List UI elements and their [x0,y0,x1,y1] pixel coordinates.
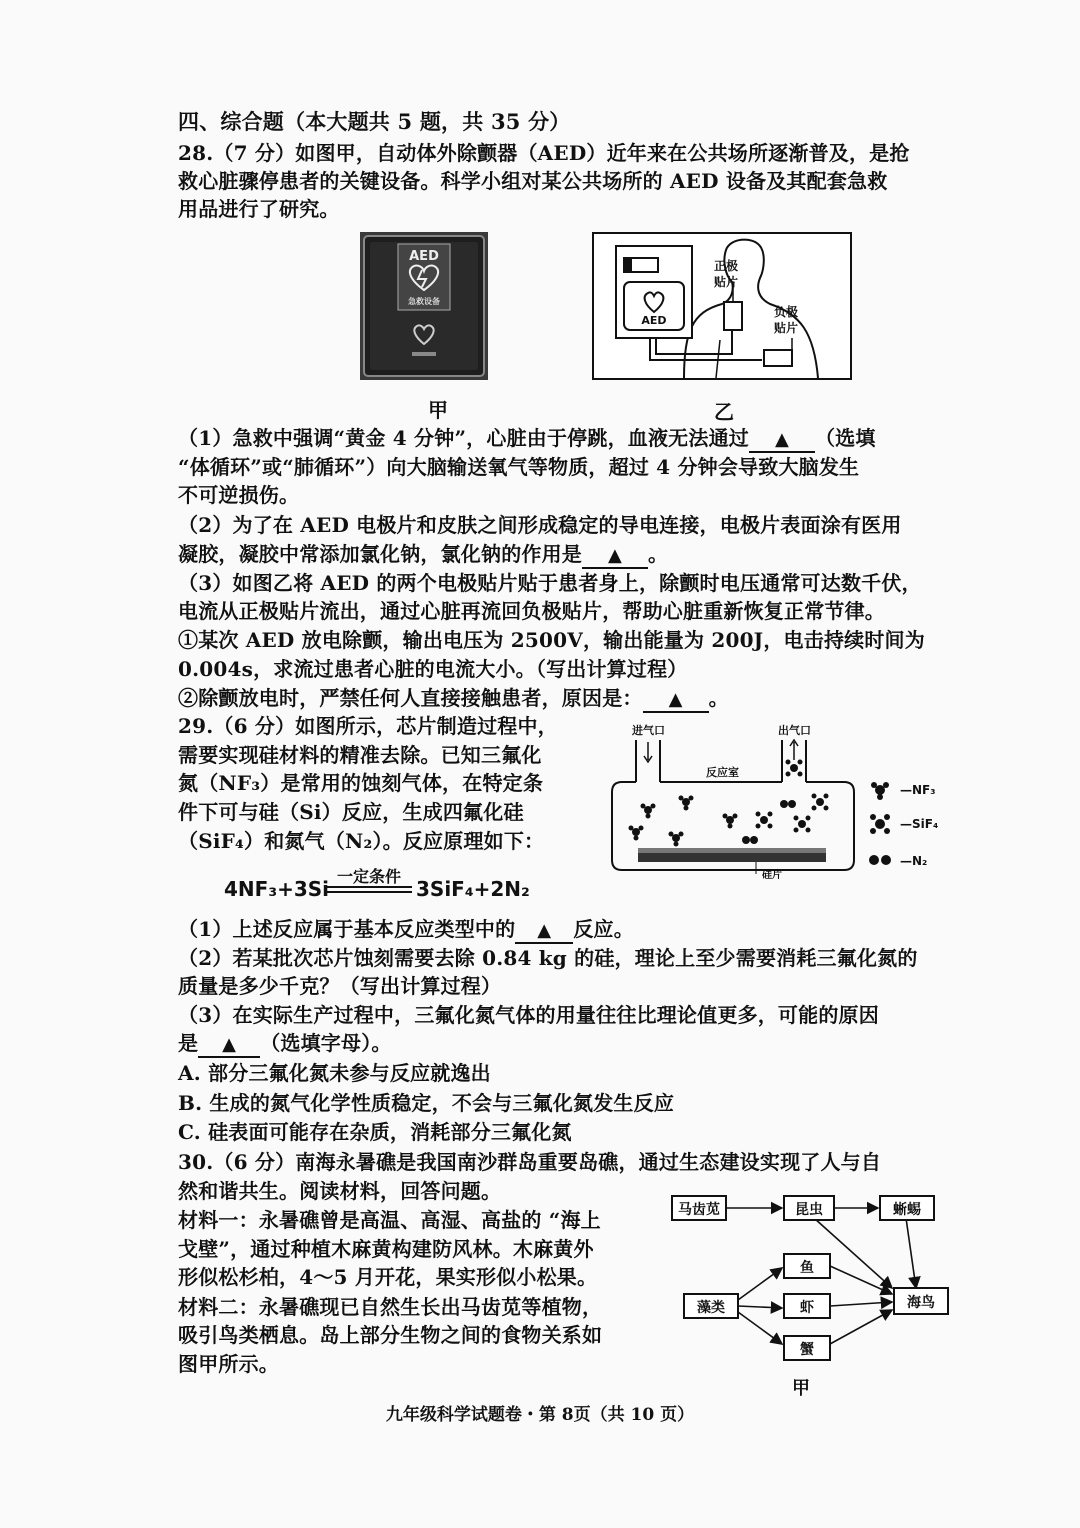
legend-nf3: —NF₃ [900,783,936,797]
legend-n2: —N₂ [900,854,928,868]
node-lizard: 蜥蜴 [893,1202,921,1218]
node-seabird: 海鸟 [907,1295,935,1311]
q28-intro-line1: 28.（7 分）如图甲，自动体外除颤器（AED）近年来在公共场所逐渐普及，是抢 [178,141,910,165]
chamber-label: 反应室 [706,766,739,779]
positive-pad-label-1: 正极 [714,259,739,273]
page-footer: 九年级科学试题卷・第 8页（共 10 页） [385,1405,695,1425]
q28-part2-line1: （2）为了在 AED 电极片和皮肤之间形成稳定的导电连接，电极片表面涂有医用 [178,513,902,537]
q29-sub2-line2: 质量是多少千克？（写出计算过程） [178,974,502,998]
outlet-label: 出气口 [778,724,811,737]
q28-part2-line2: 凝胶，凝胶中常添加氯化钠，氯化钠的作用是 ▲ 。 [178,541,668,569]
negative-pad-label-1: 负极 [774,305,799,319]
q30-material2-line1: 材料二：永暑礁现已自然生长出马齿苋等植物， [178,1295,603,1319]
q28-part3-line5: ②除颤放电时，严禁任何人直接接触患者，原因是： ▲ 。 [178,685,729,713]
q28-part3-line3: ①某次 AED 放电除颤，输出电压为 2500V，输出能量为 200J，电击持续时间为 [178,628,925,652]
q28-intro-line3: 用品进行了研究。 [178,197,340,221]
equation-right: 3SiF₄+2N₂ [416,877,530,901]
q29-sub1: （1）上述反应属于基本反应类型中的 ▲ 反应。 [178,916,634,944]
equation-condition: 一定条件 [336,867,401,886]
section-title: 四、综合题（本大题共 5 题，共 35 分） [178,109,571,134]
q28-part1-line1: （1）急救中强调“黄金 4 分钟”，心脏由于停跳，血液无法通过 ▲ （选填 [178,425,876,453]
equation-arrow-bottom [326,891,412,893]
aed-photo-figure [360,232,488,380]
positive-pad-label-2: 贴片 [714,275,739,289]
q28-part2-blank[interactable]: ▲ [582,543,648,569]
q30-material1-line3: 形似松杉柏，4～5 月开花，果实形似小松果。 [178,1265,598,1289]
q29-line3: 氮（NF₃）是常用的蚀刻气体，在特定条 [178,771,544,795]
food-web-caption: 甲 [792,1378,810,1399]
q29-sub3-line2: 是 ▲ （选填字母）。 [178,1030,392,1058]
q28-part1-blank[interactable]: ▲ [749,427,815,453]
node-shrimp: 虾 [800,1300,814,1316]
negative-pad-label-2: 贴片 [774,321,799,335]
figure-jia-caption: 甲 [428,398,448,422]
figure-yi-caption: 乙 [714,400,734,424]
reaction-chamber-diagram [606,720,950,880]
q29-option-c: C. 硅表面可能存在杂质，消耗部分三氟化氮 [178,1120,572,1144]
node-purslane: 马齿苋 [678,1202,720,1218]
q28-part1-line2: “体循环”或“肺循环”）向大脑输送氧气等物质，超过 4 分钟会导致大脑发生 [178,455,860,479]
q29-option-b: B. 生成的氮气化学性质稳定，不会与三氟化氮发生反应 [178,1091,675,1115]
aed-device-label: AED [641,314,667,327]
aed-photo-small: 急救设备 [408,297,440,306]
q29-option-a: A. 部分三氟化氮未参与反应就逸出 [178,1061,491,1085]
food-web-diagram [668,1190,958,1362]
q30-line1: 30.（6 分）南海永暑礁是我国南沙群岛重要岛礁，通过生态建设实现了人与自 [178,1150,882,1174]
q30-material2-line3: 图甲所示。 [178,1352,279,1376]
q28-part3-line4: 0.004s，求流过患者心脏的电流大小。（写出计算过程） [178,657,688,681]
q29-line2: 需要实现硅材料的精准去除。已知三氟化 [178,743,542,767]
node-insect: 昆虫 [795,1202,823,1218]
equation-left: 4NF₃+3Si [224,877,330,901]
q30-material1-line2: 戈壁”，通过种植木麻黄构建防风林。木麻黄外 [178,1237,594,1261]
aed-placement-diagram [592,232,852,380]
q28-part3-line1: （3）如图乙将 AED 的两个电极贴片贴于患者身上，除颤时电压通常可达数千伏， [178,571,922,595]
q30-material1-line1: 材料一：永暑礁曾是高温、高湿、高盐的 “海上 [178,1208,601,1232]
q28-part3-blank[interactable]: ▲ [643,687,709,713]
q28-part3-line2: 电流从正极贴片流出，通过心脏再流回负极贴片，帮助心脏重新恢复正常节律。 [178,599,885,623]
q29-sub2-line1: （2）若某批次芯片蚀刻需要去除 0.84 kg 的硅，理论上至少需要消耗三氟化氮的 [178,946,918,970]
q29-line5: （SiF₄）和氮气（N₂）。反应原理如下： [178,829,545,853]
q29-line4: 件下可与硅（Si）反应，生成四氟化硅 [178,800,524,824]
q28-part1-line3: 不可逆损伤。 [178,483,300,507]
legend-sif4: —SiF₄ [900,817,939,831]
q29-sub3-blank[interactable]: ▲ [198,1032,260,1058]
node-fish: 鱼 [800,1260,814,1276]
q30-line2: 然和谐共生。阅读材料，回答问题。 [178,1179,502,1203]
aed-photo-label: AED [409,249,439,264]
node-algae: 藻类 [697,1300,725,1316]
node-crab: 蟹 [800,1342,814,1358]
q29-line1: 29.（6 分）如图所示，芯片制造过程中， [178,714,558,738]
q29-sub3-line1: （3）在实际生产过程中，三氟化氮气体的用量往往比理论值更多，可能的原因 [178,1003,879,1027]
q28-intro-line2: 救心脏骤停患者的关键设备。科学小组对某公共场所的 AED 设备及其配套急救 [178,169,888,193]
inlet-label: 进气口 [632,724,665,737]
q30-material2-line2: 吸引鸟类栖息。岛上部分生物之间的食物关系如 [178,1323,603,1347]
q29-sub1-blank[interactable]: ▲ [515,918,573,944]
equation-arrow-top [326,886,412,888]
wafer-label: 硅片 [762,870,782,880]
